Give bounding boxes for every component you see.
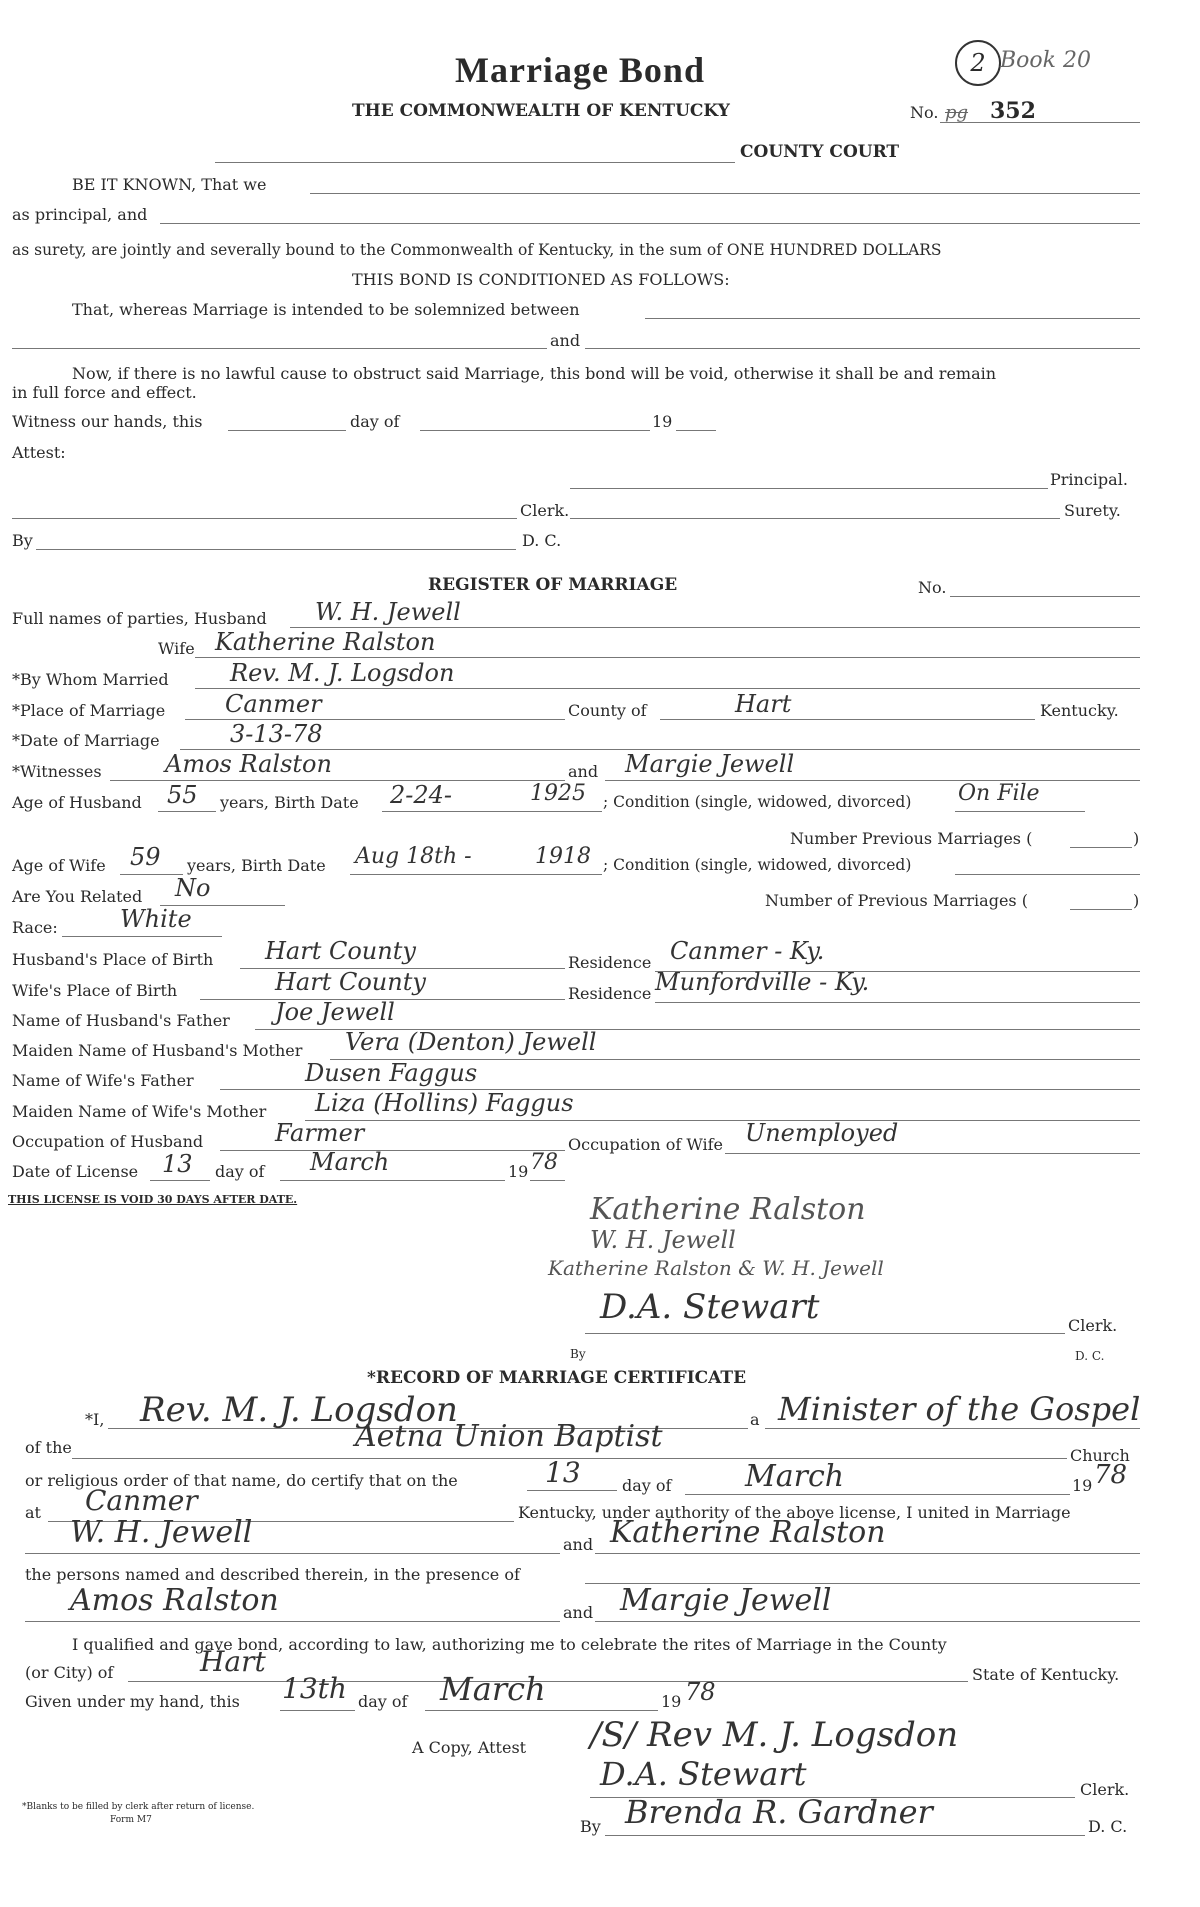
wife-pob-value: Hart County xyxy=(275,968,426,996)
register-no-label: No. xyxy=(918,578,947,597)
form-number: Form M7 xyxy=(110,1815,152,1825)
cert-clerk-label: Clerk. xyxy=(1080,1780,1130,1799)
num-prev2-close: ) xyxy=(1133,891,1140,910)
no-line xyxy=(940,122,1140,123)
wife-name: Katherine Ralston xyxy=(215,628,436,656)
date-label: *Date of Marriage xyxy=(12,731,160,750)
commonwealth-heading: THE COMMONWEALTH OF KENTUCKY xyxy=(352,101,730,121)
witness2-value: Margie Jewell xyxy=(625,750,795,778)
witness1-value: Amos Ralston xyxy=(165,750,332,778)
cert-given-day-of: day of xyxy=(358,1692,408,1711)
husband-mother-value: Vera (Denton) Jewell xyxy=(345,1028,597,1056)
now-line2: in full force and effect. xyxy=(12,383,197,402)
cert-officiant: Rev. M. J. Logsdon xyxy=(140,1390,458,1430)
signature-both: Katherine Ralston & W. H. Jewell xyxy=(548,1256,884,1280)
occ-husband-label: Occupation of Husband xyxy=(12,1132,204,1151)
occ-wife-label: Occupation of Wife xyxy=(568,1135,724,1154)
cert-kentucky-under: Kentucky, under authority of the above license, I united in Marriage xyxy=(518,1503,1071,1522)
conditioned-heading: THIS BOND IS CONDITIONED AS FOLLOWS: xyxy=(352,270,730,289)
signature-husband: W. H. Jewell xyxy=(590,1226,736,1254)
signature-wife: Katherine Ralston xyxy=(590,1192,866,1227)
wife-pob-label: Wife's Place of Birth xyxy=(12,981,178,1000)
now-line1: Now, if there is no lawful cause to obstruct said Marriage, this bond will be void, otherwise it shall be and remain xyxy=(72,364,997,383)
copy-attest-label: A Copy, Attest xyxy=(412,1738,527,1757)
husband-pob-value: Hart County xyxy=(265,937,416,965)
cert-and: and xyxy=(563,1535,594,1554)
footnote: *Blanks to be filled by clerk after return of license. xyxy=(22,1802,255,1812)
husband-birth-value: 2-24- xyxy=(390,781,453,809)
cert-i-label: *I, xyxy=(85,1410,105,1429)
age-wife-label: Age of Wife xyxy=(12,856,106,875)
related-label: Are You Related xyxy=(12,887,143,906)
husband-father-label: Name of Husband's Father xyxy=(12,1011,230,1030)
num-prev-label: Number Previous Marriages ( xyxy=(790,829,1033,848)
husband-condition-label: ; Condition (single, widowed, divorced) xyxy=(603,793,912,811)
bond-day-of: day of xyxy=(350,412,400,431)
register-clerk-label: Clerk. xyxy=(1068,1316,1118,1335)
occ-wife-value: Unemployed xyxy=(745,1119,899,1147)
cert-of-the: of the xyxy=(25,1438,72,1457)
wife-father-label: Name of Wife's Father xyxy=(12,1071,194,1090)
cert-month: March xyxy=(745,1459,845,1494)
book-note: Book 20 xyxy=(1000,48,1091,73)
husband-res-value: Canmer - Ky. xyxy=(670,937,825,965)
wife-years-birth: years, Birth Date xyxy=(187,856,326,875)
race-label: Race: xyxy=(12,918,58,937)
num-prev2-label: Number of Previous Marriages ( xyxy=(765,891,1028,910)
full-names-label: Full names of parties, Husband xyxy=(12,609,267,628)
wife-condition-label: ; Condition (single, widowed, divorced) xyxy=(603,856,912,874)
cert-religious-order: or religious order of that name, do certify that on the xyxy=(25,1471,458,1490)
be-it-known: BE IT KNOWN, That we xyxy=(72,175,267,194)
husband-father-value: Joe Jewell xyxy=(275,998,395,1026)
husband-birth-year: 1925 xyxy=(530,781,586,806)
void-notice: THIS LICENSE IS VOID 30 DAYS AFTER DATE. xyxy=(8,1193,298,1206)
cert-at-place: Canmer xyxy=(85,1484,198,1517)
witness-text: Witness our hands, this xyxy=(12,412,203,431)
cert-given-year: 78 xyxy=(685,1678,716,1706)
age-wife-value: 59 xyxy=(130,843,161,871)
age-husband-label: Age of Husband xyxy=(12,793,142,812)
cert-church: Aetna Union Baptist xyxy=(355,1419,663,1454)
cert-witness1: Amos Ralston xyxy=(70,1583,279,1618)
cert-19: 19 xyxy=(1072,1476,1093,1495)
register-dc-label: D. C. xyxy=(1075,1349,1105,1363)
circled-number: 2 xyxy=(955,40,1001,86)
and-text: and xyxy=(550,331,581,350)
wife-res-value: Munfordville - Ky. xyxy=(655,968,870,996)
occ-husband-value: Farmer xyxy=(275,1119,365,1147)
license-label: Date of License xyxy=(12,1162,139,1181)
wife-mother-value: Liza (Hollins) Faggus xyxy=(315,1089,574,1117)
cert-at: at xyxy=(25,1503,41,1522)
county-of-label: County of xyxy=(568,701,647,720)
cert-day-of: day of xyxy=(622,1476,672,1495)
cert-title-of: Minister of the Gospel xyxy=(778,1390,1141,1428)
wife-label: Wife xyxy=(158,639,195,658)
num-prev-close: ) xyxy=(1133,829,1140,848)
cert-bride: Katherine Ralston xyxy=(610,1515,886,1550)
husband-years-birth: years, Birth Date xyxy=(220,793,359,812)
age-husband-value: 55 xyxy=(167,781,198,809)
by-whom-value: Rev. M. J. Logsdon xyxy=(230,659,455,687)
document-title: Marriage Bond xyxy=(455,50,705,90)
no-strike: pg xyxy=(945,102,969,123)
bond-clerk-label: Clerk. xyxy=(520,501,570,520)
license-19: 19 xyxy=(508,1162,529,1181)
wife-birth-year: 1918 xyxy=(535,844,591,869)
register-title: REGISTER OF MARRIAGE xyxy=(428,575,678,595)
cert-year: 78 xyxy=(1094,1460,1128,1490)
related-value: No xyxy=(175,874,211,902)
cert-groom: W. H. Jewell xyxy=(70,1515,253,1550)
no-label: No. xyxy=(910,103,939,122)
cert-a: a xyxy=(750,1410,760,1429)
cert-dc-label: D. C. xyxy=(1088,1817,1128,1836)
husband-mother-label: Maiden Name of Husband's Mother xyxy=(12,1041,303,1060)
place-label: *Place of Marriage xyxy=(12,701,166,720)
witnesses-label: *Witnesses xyxy=(12,762,102,781)
cert-given: Given under my hand, this xyxy=(25,1692,240,1711)
race-value: White xyxy=(120,905,192,933)
bond-dc-label: D. C. xyxy=(522,531,562,550)
cert-county: Hart xyxy=(200,1645,266,1678)
cert-qualified: I qualified and gave bond, according to law, authorizing me to celebrate the rites of Marriage in the County xyxy=(72,1635,947,1654)
principal-label: Principal. xyxy=(1050,470,1128,489)
cert-given-day: 13th xyxy=(282,1672,347,1705)
witnesses-and: and xyxy=(568,762,599,781)
certificate-title: *RECORD OF MARRIAGE CERTIFICATE xyxy=(367,1368,747,1388)
license-day: 13 xyxy=(162,1150,193,1178)
husband-pob-label: Husband's Place of Birth xyxy=(12,950,214,969)
license-year: 78 xyxy=(530,1150,558,1175)
dc-signature: Brenda R. Gardner xyxy=(625,1793,933,1831)
by-whom-label: *By Whom Married xyxy=(12,670,169,689)
cert-given-19: 19 xyxy=(661,1692,682,1711)
county-value: Hart xyxy=(735,690,792,718)
place-value: Canmer xyxy=(225,690,322,718)
surety-label: Surety. xyxy=(1064,501,1121,520)
cert-given-month: March xyxy=(440,1670,546,1708)
bond-year19: 19 xyxy=(652,412,673,431)
county-line xyxy=(215,162,735,163)
bond-number: 352 xyxy=(990,98,1036,124)
husband-res-label: Residence xyxy=(568,953,652,972)
wife-birth-value: Aug 18th - xyxy=(355,844,472,869)
wife-father-value: Dusen Faggus xyxy=(305,1059,478,1087)
as-principal: as principal, and xyxy=(12,205,148,224)
cert-or-city: (or City) of xyxy=(25,1663,114,1682)
cert-persons-named: the persons named and described therein, in the presence of xyxy=(25,1565,520,1584)
attest-signature: /S/ Rev M. J. Logsdon xyxy=(590,1715,959,1755)
date-value: 3-13-78 xyxy=(230,720,323,748)
surety-text: as surety, are jointly and severally bound to the Commonwealth of Kentucky, in the sum of ONE HUNDRED DOLLARS xyxy=(12,241,942,259)
husband-name: W. H. Jewell xyxy=(315,598,461,626)
cert-witnesses-and: and xyxy=(563,1603,594,1622)
kentucky-label: Kentucky. xyxy=(1040,701,1119,720)
cert-by-label: By xyxy=(580,1817,601,1836)
attest-label: Attest: xyxy=(12,443,66,462)
bond-by-label: By xyxy=(12,531,33,550)
cert-state-of: State of Kentucky. xyxy=(972,1665,1120,1684)
cert-church-label: Church xyxy=(1070,1446,1130,1465)
license-day-of: day of xyxy=(215,1162,265,1181)
cert-witness2: Margie Jewell xyxy=(620,1583,832,1618)
cert-day: 13 xyxy=(545,1456,581,1489)
register-clerk-signature: D.A. Stewart xyxy=(600,1287,820,1327)
cert-clerk-signature: D.A. Stewart xyxy=(600,1755,807,1793)
whereas-text: That, whereas Marriage is intended to be solemnized between xyxy=(72,300,580,319)
wife-res-label: Residence xyxy=(568,984,652,1003)
county-court-label: COUNTY COURT xyxy=(740,142,900,162)
license-month: March xyxy=(310,1148,390,1176)
wife-mother-label: Maiden Name of Wife's Mother xyxy=(12,1102,267,1121)
register-by-label: By xyxy=(570,1347,586,1361)
husband-condition-value: On File xyxy=(958,781,1040,806)
